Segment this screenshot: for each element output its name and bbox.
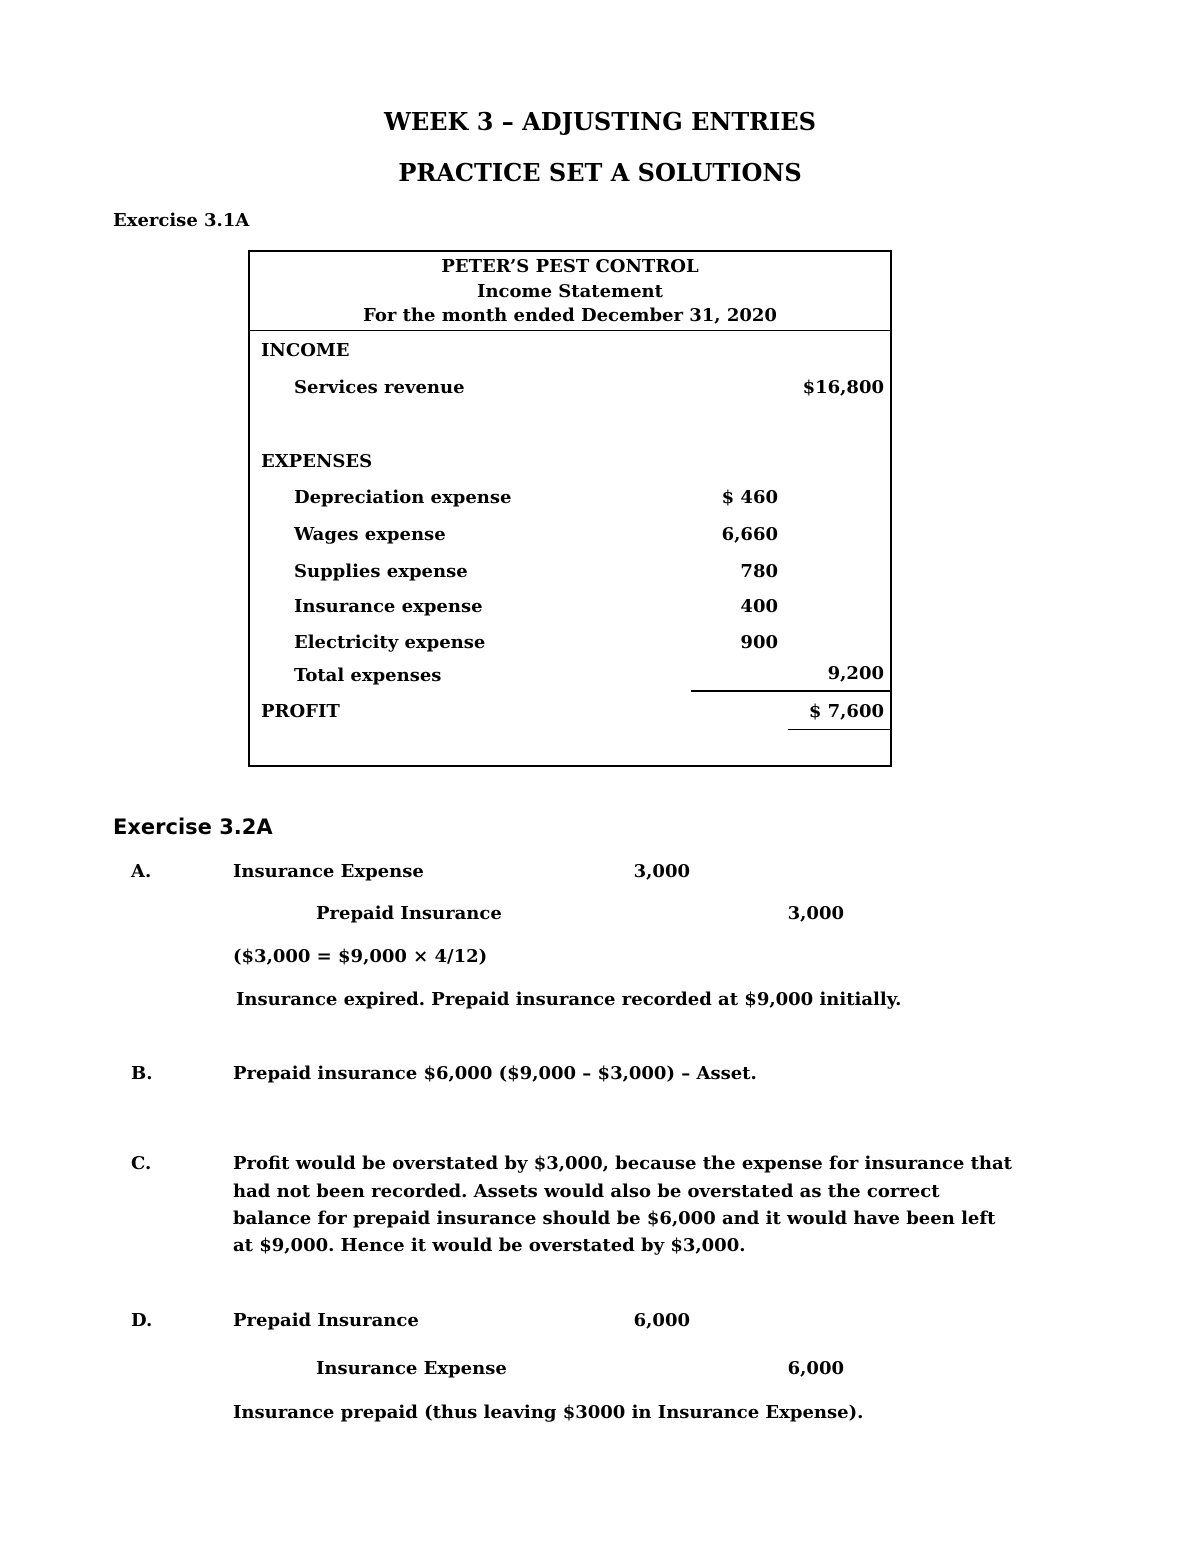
part-a-note: Insurance expired. Prepaid insurance recorded at $9,000 initially. [236,989,902,1010]
expense-item-amount: 780 [740,561,778,582]
part-a-credit-amount: 3,000 [787,903,844,924]
expense-item-amount: 6,660 [721,524,778,545]
part-c-line: balance for prepaid insurance should be $6,000 and it would have been left [233,1208,996,1229]
total-underline [691,690,892,692]
income-label: INCOME [261,340,350,361]
part-a-letter: A. [131,861,152,882]
part-d-credit-amount: 6,000 [787,1358,844,1379]
profit-underline [788,729,892,730]
statement-title: Income Statement [477,281,663,302]
part-a-calculation: ($3,000 = $9,000 × 4/12) [233,946,488,967]
income-statement [248,250,892,767]
part-d-letter: D. [131,1310,153,1331]
expense-item-label: Wages expense [294,524,446,545]
page-subtitle: PRACTICE SET A SOLUTIONS [398,158,802,187]
total-expenses-label: Total expenses [294,665,442,686]
part-c-line: at $9,000. Hence it would be overstated by $3,000. [233,1235,746,1256]
expense-item-label: Insurance expense [294,596,483,617]
exercise-3-1a-heading: Exercise 3.1A [113,210,250,231]
expense-item-amount: $ 460 [721,487,778,508]
statement-period: For the month ended December 31, 2020 [363,305,777,326]
profit-label: PROFIT [261,701,340,722]
expense-item-label: Electricity expense [294,632,486,653]
part-a-credit-account: Prepaid Insurance [316,903,502,924]
expense-item-amount: 400 [740,596,778,617]
expense-item-amount: 900 [740,632,778,653]
expense-item-label: Supplies expense [294,561,468,582]
total-expenses-amount: 9,200 [827,663,884,684]
part-c-letter: C. [131,1153,152,1174]
part-d-debit-account: Prepaid Insurance [233,1310,419,1331]
services-revenue-amount: $16,800 [802,377,884,398]
part-d-debit-amount: 6,000 [633,1310,690,1331]
part-d-credit-account: Insurance Expense [316,1358,507,1379]
part-a-debit-amount: 3,000 [633,861,690,882]
expenses-label: EXPENSES [261,451,373,472]
part-c-line: had not been recorded. Assets would also be overstated as the correct [233,1181,940,1202]
profit-amount: $ 7,600 [808,701,884,722]
expense-item-label: Depreciation expense [294,487,512,508]
page-title: WEEK 3 – ADJUSTING ENTRIES [384,107,816,136]
services-revenue-label: Services revenue [294,377,465,398]
company-name: PETER’S PEST CONTROL [441,256,699,277]
part-b-letter: B. [131,1063,153,1084]
part-b-text: Prepaid insurance $6,000 ($9,000 – $3,000) – Asset. [233,1063,757,1084]
statement-header [250,252,890,331]
exercise-3-2a-heading: Exercise 3.2A [113,815,273,839]
part-a-debit-account: Insurance Expense [233,861,424,882]
part-c-line: Profit would be overstated by $3,000, because the expense for insurance that [233,1153,1012,1174]
part-d-note: Insurance prepaid (thus leaving $3000 in Insurance Expense). [233,1402,864,1423]
